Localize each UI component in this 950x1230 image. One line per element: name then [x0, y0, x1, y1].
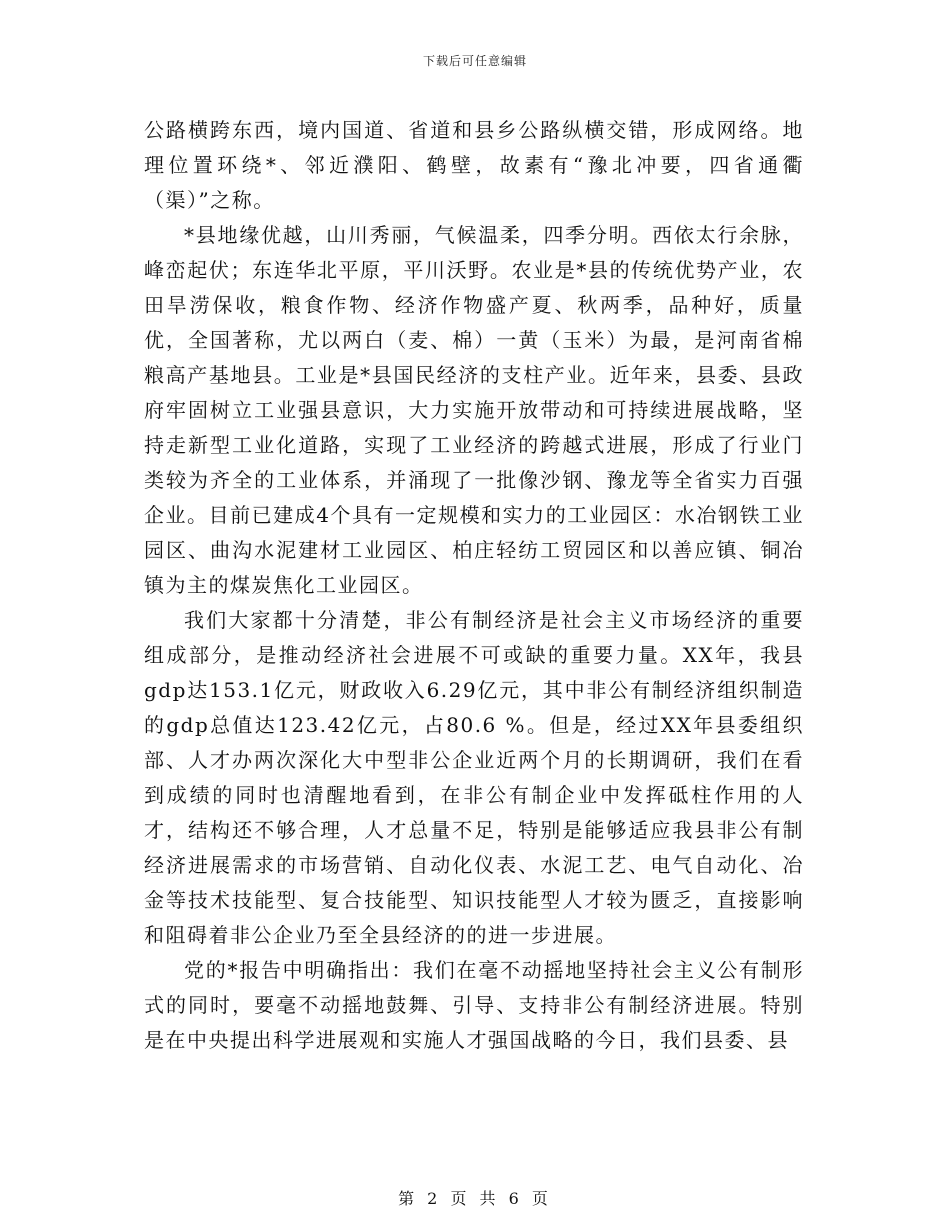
paragraph-party-report: 党的*报告中明确指出：我们在毫不动摇地坚持社会主义公有制形式的同时，要毫不动摇地鼓舞、引导、支持非公有制经济进展。特别是在中央提出科学进展观和实施人才强国战略的今日，我们县委、县	[144, 958, 804, 1052]
page-footer: 第 2 页 共 6 页	[398, 1189, 552, 1208]
paragraph-county-overview: *县地缘优越，山川秀丽，气候温柔，四季分明。西依太行余脉，峰峦起伏；东连华北平原，平川沃野。农业是*县的传统优势产业，农田旱涝保收，粮食作物、经济作物盛产夏、秋两季，品种好，质量优，全国著称，尤以两白（麦、棉）一黄（玉米）为最，是河南省棉粮高产基地县。工业是*县国民经济的支柱产业。近年来，县委、县政府牢固树立工业强县意识，大力实施开放带动和可持续进展战略，坚持走新型工业化道路，实现了工业经济的跨越式进展，形成了行业门类较为齐全的工业体系，并涌现了一批像沙钢、豫龙等全省实力百强企业。目前已建成4个具有一定规模和实力的工业园区：水冶钢铁工业园区、曲沟水泥建材工业园区、柏庄轻纺工贸园区和以善应镇、铜冶镇为主的煤炭焦化工业园区。	[144, 223, 804, 597]
paragraph-continued: 公路横跨东西，境内国道、省道和县乡公路纵横交错，形成网络。地理位置环绕*、邻近濮阳、鹤壁，故素有“豫北冲要，四省通衢（渠）”之称。	[144, 118, 804, 212]
paragraph-non-public-economy: 我们大家都十分清楚，非公有制经济是社会主义市场经济的重要组成部分，是推动经济社会进展不可或缺的重要力量。XX年，我县gdp达153.1亿元，财政收入6.29亿元，其中非公有制经济组织制造的gdp总值达123.42亿元，占80.6 %。但是，经过XX年县委组织部、人才办两次深化大中型非公企业近两个月的长期调研，我们在看到成绩的同时也清醒地看到，在非公有制企业中发挥砥柱作用的人才，结构还不够合理，人才总量不足，特别是能够适应我县非公有制经济进展需求的市场营销、自动化仪表、水泥工艺、电气自动化、冶金等技术技能型、复合技能型、知识技能型人才较为匮乏，直接影响和阻碍着非公企业乃至全县经济的的进一步进展。	[144, 608, 804, 947]
page-header: 下载后可任意编辑	[422, 54, 527, 68]
document-body	[144, 113, 804, 1058]
